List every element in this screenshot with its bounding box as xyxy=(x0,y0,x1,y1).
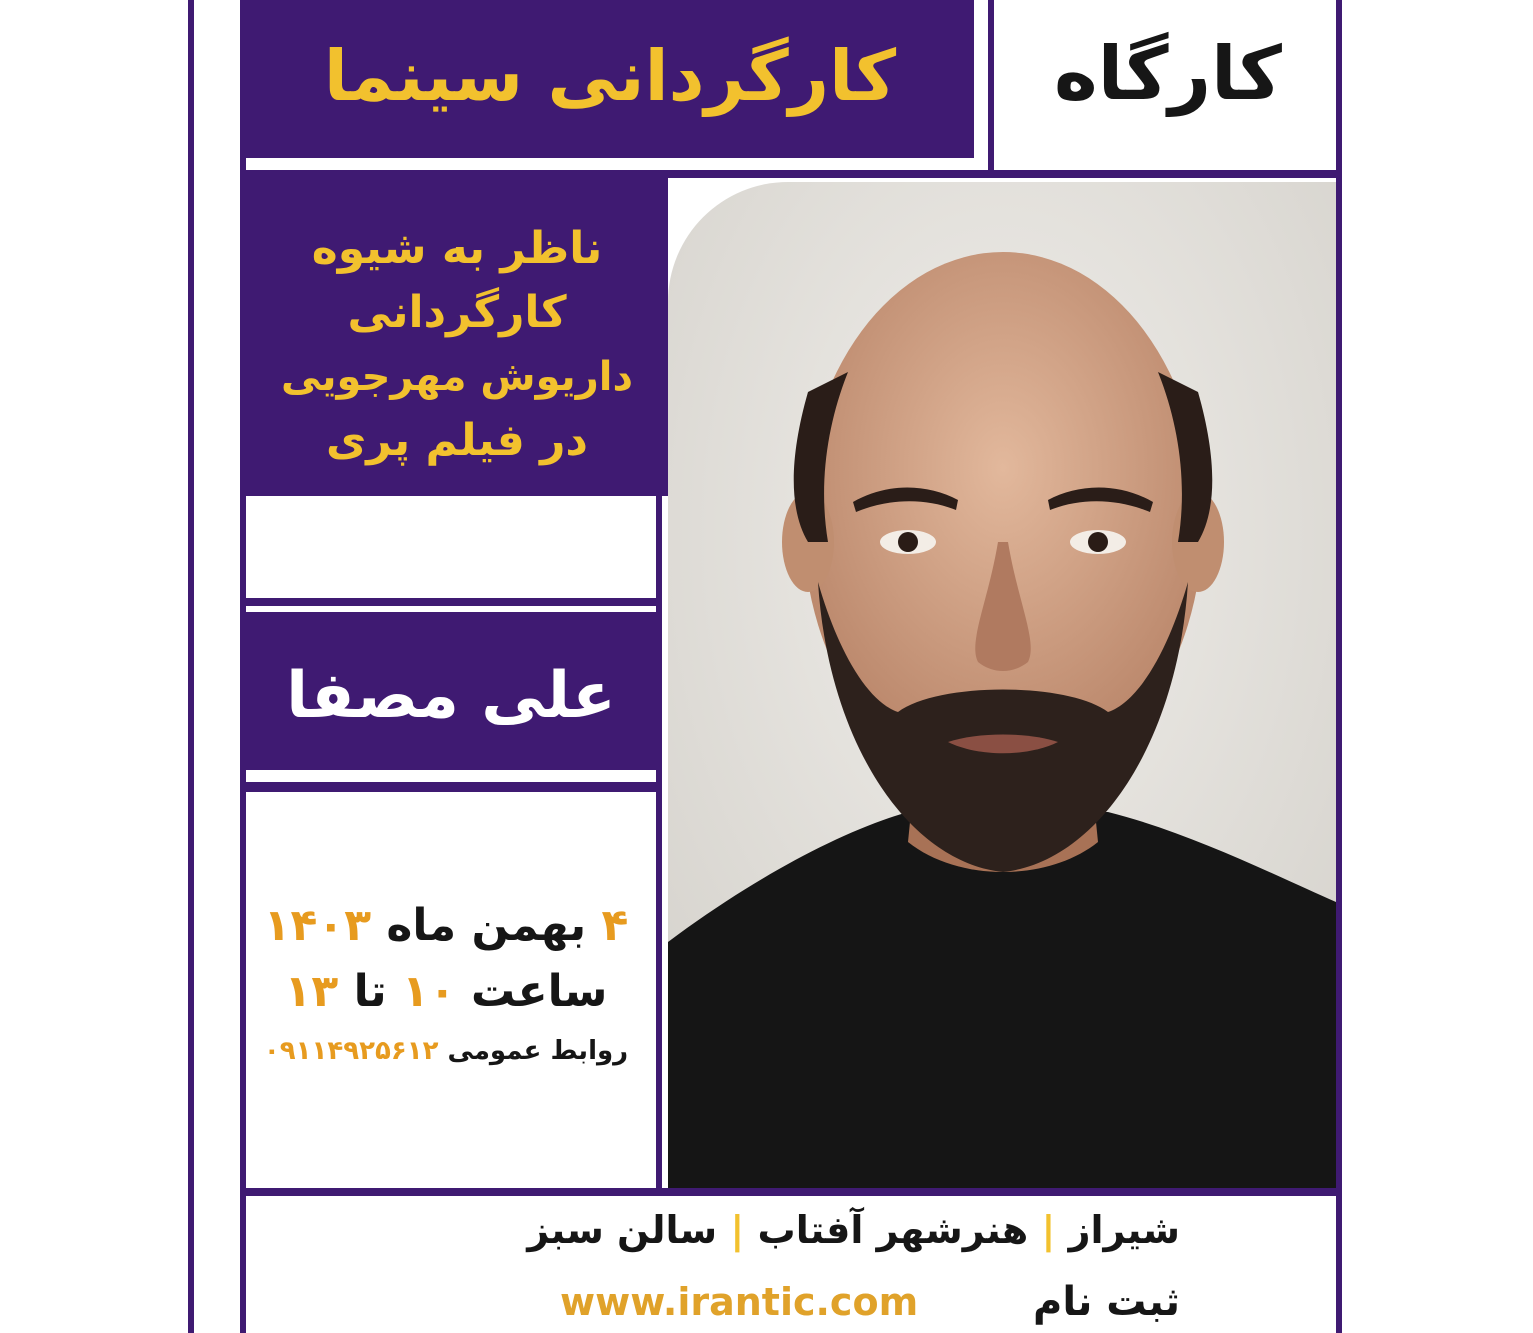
subtitle-line-4: در فیلم پری xyxy=(325,415,588,466)
subtitle-line-3: داریوش مهرجویی xyxy=(281,354,633,400)
name-top-line-2 xyxy=(246,612,656,622)
register-label: ثبت نام xyxy=(1033,1279,1180,1325)
pr-label: روابط عمومی xyxy=(447,1036,629,1066)
venue-name: هنرشهر آفتاب xyxy=(757,1208,1029,1252)
subtitle-line-2: کارگردانی xyxy=(347,287,567,338)
date-line xyxy=(246,900,646,951)
venue-line xyxy=(520,1208,1180,1252)
venue-hall: سالن سبز xyxy=(527,1208,718,1252)
date-day: ۴ xyxy=(601,900,629,951)
workshop-word: کارگاه xyxy=(1054,31,1282,117)
venue-separator-1: | xyxy=(1041,1208,1056,1252)
pr-phone: ۰۹۱۱۴۹۲۵۶۱۲ xyxy=(263,1036,439,1066)
pr-line xyxy=(246,1036,646,1066)
schedule-box xyxy=(246,800,656,1188)
name-top-line xyxy=(246,598,656,606)
workshop-title: کارگردانی سینما xyxy=(323,35,897,117)
time-to: تا xyxy=(353,966,387,1017)
title-banner xyxy=(246,0,974,158)
time-end: ۱۳ xyxy=(284,966,339,1017)
website-link[interactable]: www.irantic.com xyxy=(560,1280,919,1324)
register-line xyxy=(520,1276,1180,1328)
instructor-name: علی مصفا xyxy=(286,659,616,733)
top-divider xyxy=(246,170,1338,178)
date-month: بهمن ماه xyxy=(386,900,587,951)
frame-left-line xyxy=(188,0,194,1333)
venue-city: شیراز xyxy=(1068,1208,1180,1252)
instructor-name-box xyxy=(246,622,656,770)
time-start: ۱۰ xyxy=(401,966,456,1017)
subtitle-line-1: ناظر به شیوه xyxy=(311,223,603,274)
time-line xyxy=(246,966,646,1017)
instructor-photo xyxy=(668,182,1336,1188)
name-bottom-line xyxy=(246,782,656,792)
venue-separator-2: | xyxy=(730,1208,745,1252)
left-column-divider xyxy=(656,496,662,1188)
date-year: ۱۴۰۳ xyxy=(263,900,372,951)
workshop-word-box xyxy=(1000,0,1336,168)
frame-right-line xyxy=(1336,0,1342,1333)
subtitle-block xyxy=(262,210,652,480)
footer-top-line xyxy=(246,1188,1338,1196)
title-banner-divider xyxy=(988,0,994,172)
time-label: ساعت xyxy=(471,966,608,1017)
